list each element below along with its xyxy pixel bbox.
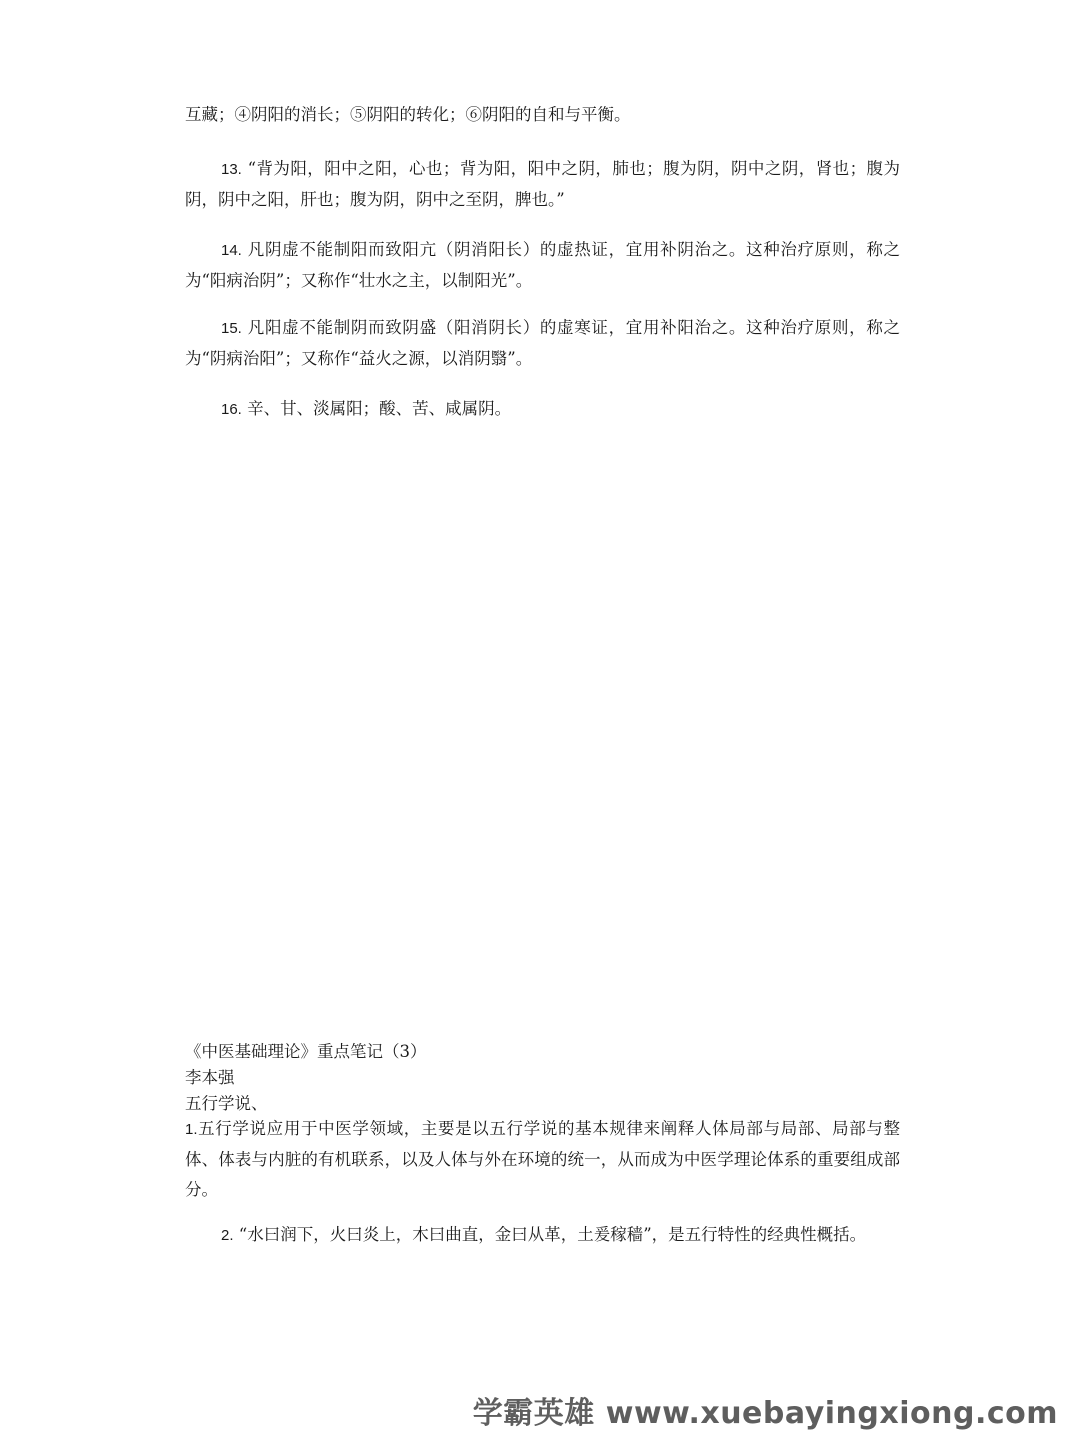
watermark: 学霸英雄 www.xuebayingxiong.com <box>472 1396 1058 1431</box>
section-item-1-number: 1. <box>185 1121 198 1138</box>
item-13-number: 13. <box>221 161 242 178</box>
item-15-text: 凡阳虚不能制阴而致阴盛（阳消阴长）的虚寒证，宜用补阳治之。这种治疗原则，称之为“阴病治阳”；又称作“益火之源，以消阴翳”。 <box>185 318 901 368</box>
section-subtitle: 五行学说、 <box>185 1094 268 1113</box>
item-16-number: 16. <box>221 401 242 418</box>
item-15 <box>185 313 900 374</box>
item-13 <box>185 154 900 215</box>
item-14-text: 凡阴虚不能制阳而致阳亢（阴消阳长）的虚热证，宜用补阴治之。这种治疗原则，称之为“阳病治阴”；又称作“壮水之主，以制阳光”。 <box>185 240 901 290</box>
item-16 <box>185 394 900 425</box>
item-16-text: 辛、甘、淡属阳；酸、苦、咸属阴。 <box>247 399 512 418</box>
section-item-2-text: “水曰润下，火曰炎上，木曰曲直，金曰从革，土爰稼穑”，是五行特性的经典性概括。 <box>238 1225 867 1244</box>
section-item-1-text: 五行学说应用于中医学领域，主要是以五行学说的基本规律来阐释人体局部与局部、局部与整体、体表与内脏的有机联系，以及人体与外在环境的统一，从而成为中医学理论体系的重要组成部分。 <box>185 1119 900 1199</box>
section-author: 李本强 <box>185 1068 235 1087</box>
section-title: 《中医基础理论》重点笔记（3） <box>185 1042 427 1061</box>
section-item-1 <box>185 1114 900 1205</box>
item-14 <box>185 235 900 296</box>
item-14-number: 14. <box>221 242 242 259</box>
top-fragment: 互藏；④阴阳的消长；⑤阴阳的转化；⑥阴阳的自和与平衡。 <box>185 105 631 124</box>
item-15-number: 15. <box>221 320 242 337</box>
item-13-text: “背为阳，阳中之阳，心也；背为阳，阳中之阴，肺也；腹为阴，阴中之阴，肾也；腹为阴，阴中之阳，肝也；腹为阴，阴中之至阴，脾也。” <box>185 159 901 209</box>
section-item-2 <box>185 1220 900 1251</box>
section-item-2-number: 2. <box>221 1227 234 1244</box>
